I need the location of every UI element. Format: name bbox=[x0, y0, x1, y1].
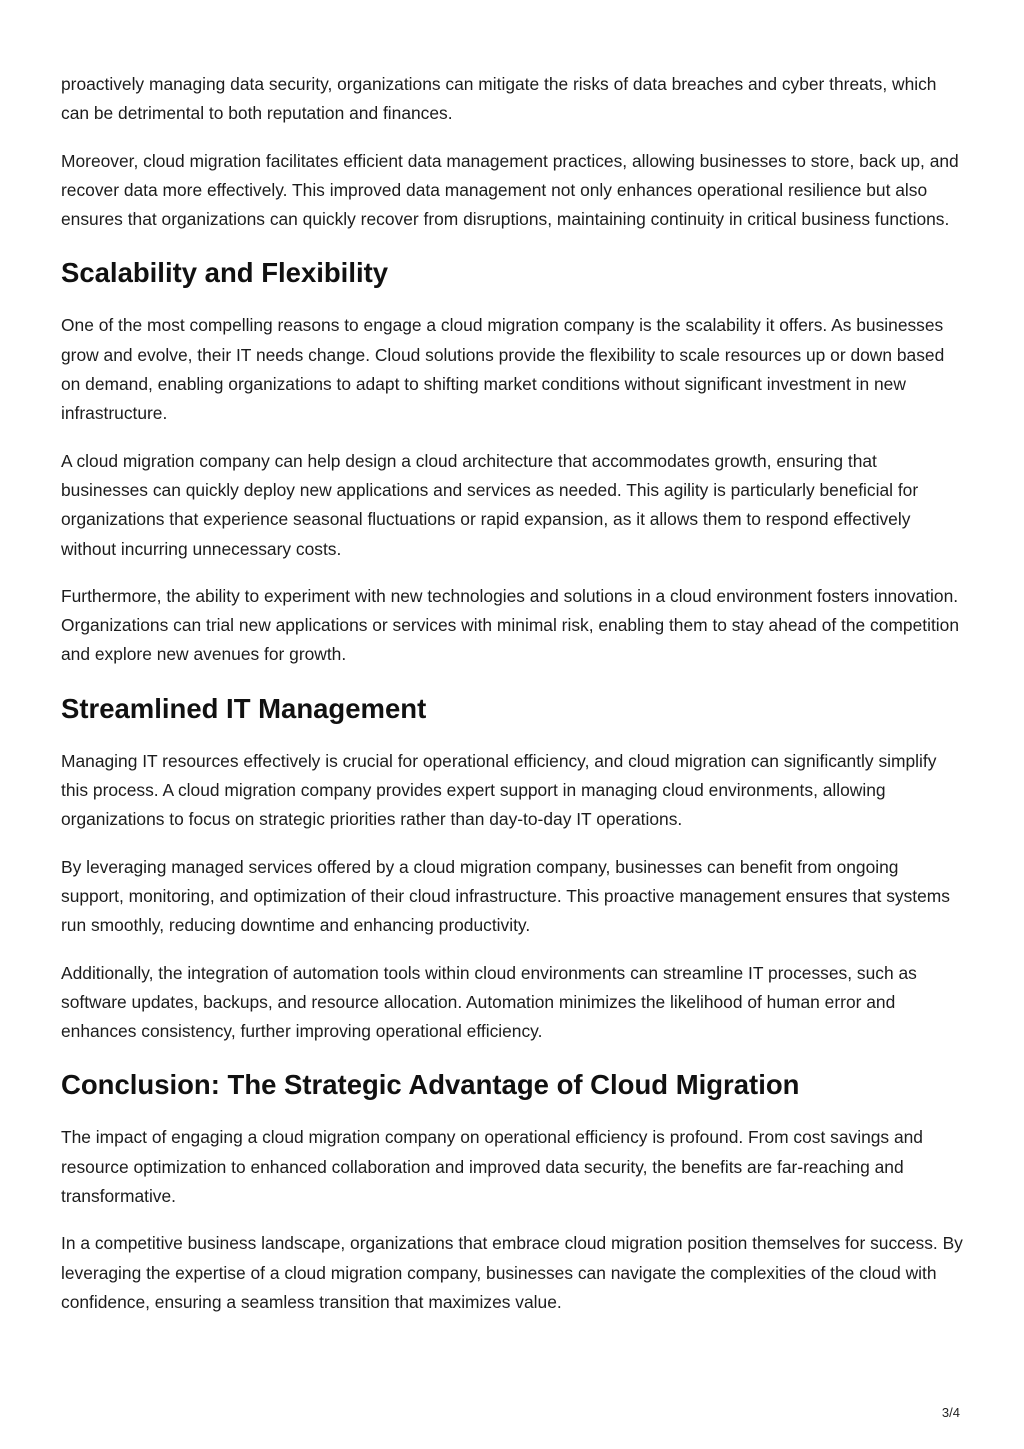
paragraph: Moreover, cloud migration facilitates efficient data management practices, allowing businesses to store, back up, and recover data more effectively. This improved data management not only enhances operational resilience but also ensures that organizations can quickly recover from disruptions, maintaining continuity in critical business functions. bbox=[61, 150, 959, 230]
section-heading: Conclusion: The Strategic Advantage of Cloud Migration bbox=[61, 1069, 800, 1101]
paragraph: A cloud migration company can help design a cloud architecture that accommodates growth, ensuring that businesses can quickly deploy new applications and services as needed. This agility is particularly beneficial for organizations that experience seasonal fluctuations or rapid expansion, as it allows them to respond effectively without incurring unnecessary costs. bbox=[61, 450, 919, 559]
paragraph: By leveraging managed services offered by a cloud migration company, businesses can benefit from ongoing support, monitoring, and optimization of their cloud infrastructure. This proactive management ensures that systems run smoothly, reducing downtime and enhancing productivity. bbox=[61, 856, 950, 936]
section-heading: Scalability and Flexibility bbox=[61, 257, 389, 289]
paragraph: The impact of engaging a cloud migration company on operational efficiency is profound. From cost savings and resource optimization to enhanced collaboration and improved data security, the benefits are far-reaching and transformative. bbox=[61, 1127, 923, 1207]
paragraph: proactively managing data security, organizations can mitigate the risks of data breaches and cyber threats, which can be detrimental to both reputation and finances. bbox=[61, 74, 937, 124]
paragraph: Managing IT resources effectively is crucial for operational efficiency, and cloud migration can significantly simplify this process. A cloud migration company provides expert support in managing cloud environments, allowing organizations to focus on strategic priorities rather than day-to-day IT operations. bbox=[61, 750, 937, 830]
paragraph: One of the most compelling reasons to engage a cloud migration company is the scalability it offers. As businesses grow and evolve, their IT needs change. Cloud solutions provide the flexibility to scale resources up or down based on demand, enabling organizations to adapt to shifting market conditions without significant investment in new infrastructure. bbox=[61, 315, 945, 424]
section-heading: Streamlined IT Management bbox=[61, 692, 427, 724]
section-it-management bbox=[61, 692, 966, 1047]
document-page bbox=[61, 70, 966, 1335]
paragraph: In a competitive business landscape, organizations that embrace cloud migration position themselves for success. By leveraging the expertise of a cloud migration company, businesses can navigate the complexities of the cloud with confidence, ensuring a seamless transition that maximizes value. bbox=[61, 1233, 963, 1312]
paragraph: Additionally, the integration of automation tools within cloud environments can streamline IT processes, such as software updates, backups, and resource allocation. Automation minimizes the likelihood of human error and enhances consistency, further improving operational efficiency. bbox=[61, 962, 917, 1042]
intro-section bbox=[61, 70, 966, 234]
section-conclusion bbox=[61, 1068, 966, 1317]
section-scalability bbox=[61, 256, 966, 669]
paragraph: Furthermore, the ability to experiment with new technologies and solutions in a cloud environment fosters innovation. Organizations can trial new applications or services with minimal risk, enabling them to stay ahead of the competition and explore new avenues for growth. bbox=[61, 585, 959, 665]
page-number: 3/4 bbox=[941, 1405, 960, 1420]
